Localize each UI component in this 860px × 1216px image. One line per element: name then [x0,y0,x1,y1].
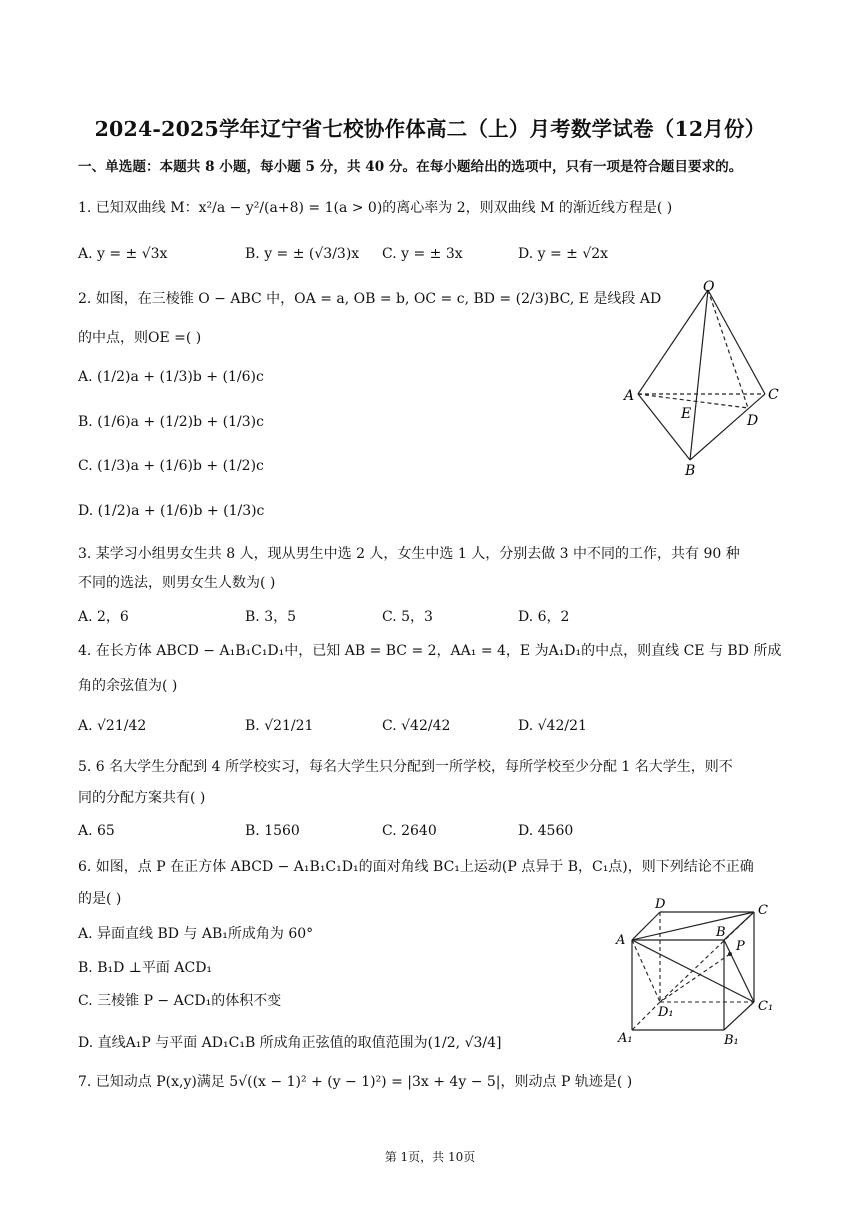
q4-option-c: C. √42/42 [382,718,451,734]
q3-option-d: D. 6，2 [518,609,570,625]
q6-option-b: B. B₁D ⊥平面 ACD₁ [78,960,213,976]
q2-stem-line2: 的中点，则OE =( ) [78,330,202,346]
q2-option-c: C. (1/3)a + (1/6)b + (1/2)c [78,458,264,474]
q6-label-b1: B₁ [724,1033,739,1048]
q5-stem-line1: 5. 6 名大学生分配到 4 所学校实习，每名大学生只分配到一所学校，每所学校至少分配 1 名大学生，则不 [78,759,733,775]
q6-label-b: B [716,925,726,940]
q2-label-o: O [703,279,715,295]
q6-label-c1: C₁ [758,999,774,1014]
q6-stem-line2: 的是( ) [78,891,122,907]
q2-label-d: D [747,413,759,429]
q3-option-c: C. 5，3 [382,609,433,625]
q6-stem-line1: 6. 如图，点 P 在正方体 ABCD − A₁B₁C₁D₁的面对角线 BC₁上运动(P 点异于 B，C₁点)，则下列结论不正确 [78,859,754,875]
q1-stem: 1. 已知双曲线 M：x²/a − y²/(a+8) = 1(a > 0)的离心率为 2，则双曲线 M 的渐近线方程是( ) [78,200,673,216]
q5-option-a: A. 65 [78,823,115,839]
q2-option-d: D. (1/2)a + (1/6)b + (1/3)c [78,503,265,519]
q4-option-b: B. √21/21 [245,718,314,734]
q6-cube-figure [612,888,788,1052]
q3-stem-line2: 不同的选法，则男女生人数为( ) [78,575,276,591]
q4-option-d: D. √42/21 [518,718,587,734]
q4-stem-line2: 角的余弦值为( ) [78,678,178,694]
q6-point-p [728,952,732,956]
q1-option-b: B. y = ± (√3/3)x [245,246,360,262]
q6-label-a: A [616,933,626,948]
q6-label-d: D [655,897,666,912]
q6-label-c: C [758,903,768,918]
q2-label-c: C [768,387,779,403]
q3-option-a: A. 2，6 [78,609,129,625]
q5-stem-line2: 同的分配方案共有( ) [78,790,206,806]
page-footer: 第 1页，共 10页 [384,1150,476,1164]
q4-stem-line1: 4. 在长方体 ABCD − A₁B₁C₁D₁中，已知 AB = BC = 2，AA₁ = 4，E 为A₁D₁的中点，则直线 CE 与 BD 所成 [78,643,782,659]
q6-label-p: P [736,939,745,954]
q6-label-d1: D₁ [658,1005,674,1020]
q5-option-c: C. 2640 [382,823,437,839]
section-heading: 一、单选题：本题共 8 小题，每小题 5 分，共 40 分。在每小题给出的选项中，只有一项是符合题目要求的。 [78,159,743,175]
q2-label-e: E [681,406,692,422]
q3-option-b: B. 3，5 [245,609,297,625]
exam-title: 2024-2025学年辽宁省七校协作体高二（上）月考数学试卷（12月份） [94,117,766,141]
q6-label-a1: A₁ [618,1031,633,1046]
q2-label-b: B [685,463,696,478]
q7-stem: 7. 已知动点 P(x,y)满足 5√((x − 1)² + (y − 1)²) = |3x + 4y − 5|，则动点 P 轨迹是( ) [78,1074,633,1090]
q2-label-a: A [624,388,635,404]
q6-option-a: A. 异面直线 BD 与 AB₁所成角为 60° [78,926,314,942]
q3-stem-line1: 3. 某学习小组男女生共 8 人，现从男生中选 2 人，女生中选 1 人，分别去做 3 中不同的工作，共有 90 种 [78,546,740,562]
q5-option-b: B. 1560 [245,823,300,839]
q5-option-d: D. 4560 [518,823,574,839]
q1-option-c: C. y = ± 3x [382,246,463,262]
q1-option-a: A. y = ± √3x [78,246,168,262]
q6-option-c: C. 三棱锥 P − ACD₁的体积不变 [78,993,282,1009]
q1-option-d: D. y = ± √2x [518,246,609,262]
q4-option-a: A. √21/42 [78,718,147,734]
q2-option-a: A. (1/2)a + (1/3)b + (1/6)c [78,369,264,385]
q2-pyramid-figure [620,278,790,478]
q2-stem-line1: 2. 如图，在三棱锥 O − ABC 中，OA = a, OB = b, OC = c, BD = (2/3)BC, E 是线段 AD [78,291,662,307]
q6-option-d: D. 直线A₁P 与平面 AD₁C₁B 所成角正弦值的取值范围为(1/2, √3/4] [78,1035,502,1051]
q2-option-b: B. (1/6)a + (1/2)b + (1/3)c [78,414,264,430]
